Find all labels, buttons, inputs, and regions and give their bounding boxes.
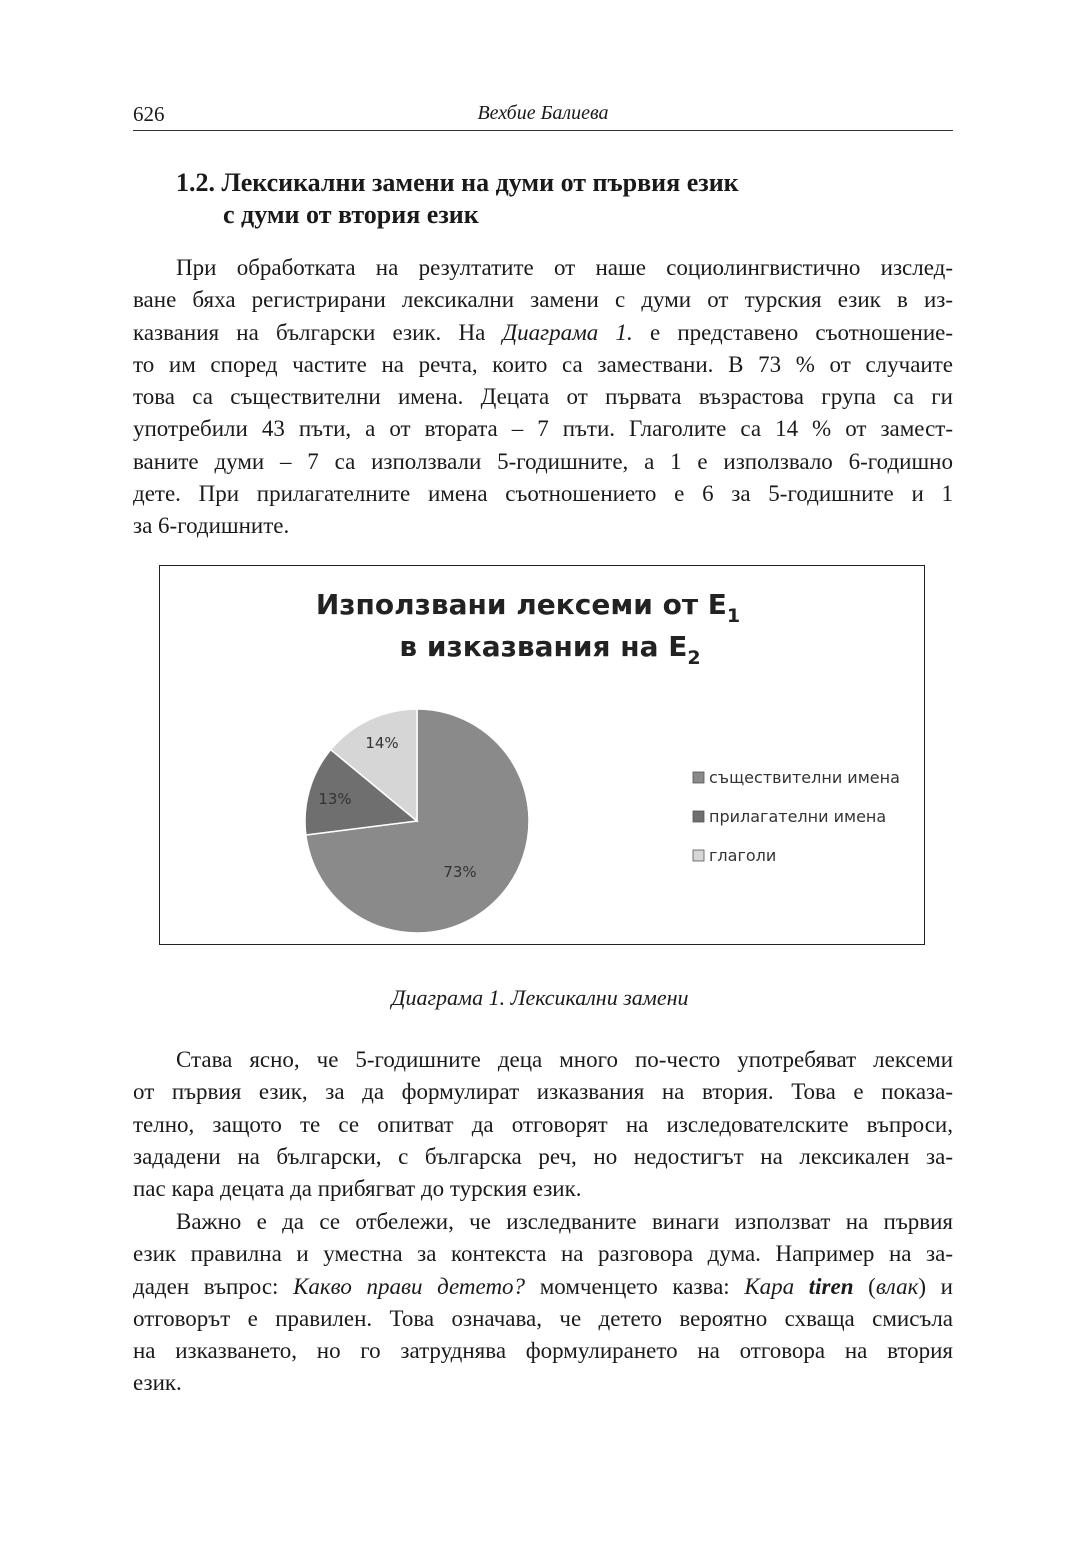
paragraph-line: то им според частите на речта, които са замествани. В 73 % от случаите [133,351,953,377]
section-heading-line2: с думи от втория език [223,200,479,229]
example-translation: влак [875,1273,919,1299]
chart-title-line1: Използвани лексеми от $E_1$ [315,588,741,627]
paragraph-line: дете. При прилагателните имена съотношението е 6 за 5-годишните и 1 [133,481,953,507]
paragraph-2 [133,1044,953,1205]
figure-caption: Диаграма 1. Лексикални замени [391,985,689,1010]
paragraph-line: При обработката на резултатите от наше социолингвистично изслед- [176,255,953,280]
paragraph-line: ваните думи – 7 са използвали 5-годишните, а 1 е използвало 6-годишно [133,448,953,474]
example-answer: Кара [744,1273,809,1299]
paragraph-line: пас кара децата да прибягват до турския език. [133,1176,582,1202]
pie-chart [160,566,926,946]
example-turkish-word: tiren [808,1273,854,1299]
legend-swatch [693,811,704,822]
pie-data-label: 73% [443,863,477,881]
paragraph-line: отговорът е правилен. Това означава, че детето вероятно схваща смисъла [133,1305,953,1331]
section-heading [176,167,739,231]
diagram-reference: Диаграма 1. [502,319,633,345]
example-question: Какво прави детето? [293,1273,526,1299]
running-head-author: Вехбие Балиева [477,102,609,124]
pie-chart-figure [159,565,925,945]
paragraph-line: употребили 43 пъти, а от втората – 7 пъти. Глаголите са 14 % от замест- [133,416,953,442]
paragraph-line: това са съществителни имена. Децата от първата възрастова група са ги [133,384,953,410]
paragraph-1 [133,252,953,543]
chart-title-line2: в изказвания на $E_2$ [399,630,701,669]
paragraph-line: език правилна и уместна за контекста на разговора дума. Например на за- [133,1241,953,1267]
paragraph-line: за 6-годишните. [133,513,290,539]
legend-swatch [693,850,704,861]
paragraph-line: телно, защото те се опитват да отговорят на изследователските въпроси, [133,1111,953,1137]
paragraph-line: Става ясно, че 5-годишните деца много по-често употребяват лексеми [176,1047,953,1072]
paragraph-line: Важно е да се отбележи, че изследваните винаги използват на първия [176,1209,953,1234]
running-header [133,100,953,131]
paragraph-line: език. [133,1370,182,1396]
legend-label: прилагателни имена [709,807,887,826]
pie-data-label: 14% [365,734,399,752]
legend-label: глаголи [709,846,777,865]
page-number: 626 [133,102,165,126]
legend-swatch [693,772,704,783]
legend-label: съществителни имена [709,768,900,787]
pie-data-label: 13% [318,790,352,808]
paragraph-3 [133,1206,953,1400]
paragraph-line: ване бяха регистрирани лексикални замени с думи от турския език в из- [133,287,953,313]
section-heading-line1: 1.2. Лексикални замени на думи от първия език [176,168,739,197]
paragraph-line: даден въпрос: Какво прави детето? момченцето казва: Кара tiren (влак) и [133,1273,953,1299]
paragraph-line: зададени на български, с българска реч, но недостигът на лексикален за- [133,1143,953,1169]
paragraph-line: на изказването, но го затруднява формулирането на отговора на втория [133,1338,953,1364]
paragraph-line: казвания на български език. На Диаграма 1. е представено съотношение- [133,319,953,345]
paragraph-line: от първия език, за да формулират изказвания на втория. Това е показа- [133,1079,953,1105]
